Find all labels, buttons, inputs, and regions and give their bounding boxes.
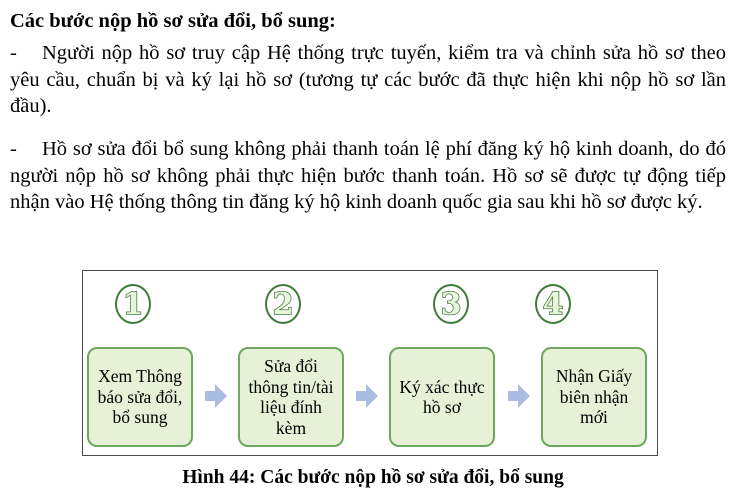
- paragraph-text: Hồ sơ sửa đổi bổ sung không phải thanh toán lệ phí đăng ký hộ kinh doanh, do đó người nộp hồ sơ không phải thực hiện bước thanh toán. Hồ sơ sẽ được tự động tiếp nhận vào Hệ thống thông tin đăng ký hộ kinh doanh quốc gia sau khi hồ sơ được ký.: [10, 138, 726, 213]
- step-label: Nhận Giấy biên nhận mới: [555, 366, 633, 428]
- paragraph-2: [10, 136, 726, 216]
- step-box-1: [87, 347, 193, 447]
- step-label: Ký xác thực hồ sơ: [399, 376, 485, 417]
- step-box-3: [389, 347, 495, 447]
- step-label: Sửa đổi thông tin/tài liệu đính kèm: [248, 356, 334, 438]
- step-box-4: [541, 347, 647, 447]
- arrow-right-icon: [205, 384, 227, 408]
- section-heading: Các bước nộp hồ sơ sửa đổi, bổ sung:: [10, 10, 336, 32]
- paragraph-text: Người nộp hồ sơ truy cập Hệ thống trực tuyến, kiểm tra và chỉnh sửa hồ sơ theo yêu cầu, chuẩn bị và ký lại hồ sơ (tương tự các bước đã thực hiện khi nộp hồ sơ lần đầu).: [10, 42, 726, 117]
- step-box-2: [238, 347, 344, 447]
- paragraph-1: [10, 40, 726, 120]
- step-number-1: 1: [115, 282, 151, 326]
- step-number-4: 4: [535, 282, 571, 326]
- figure-caption: Hình 44: Các bước nộp hồ sơ sửa đổi, bổ sung: [182, 467, 564, 488]
- step-number-3: 3: [433, 282, 469, 326]
- bullet-dash: -: [10, 138, 17, 160]
- bullet-dash: -: [10, 42, 17, 64]
- step-number-2: 2: [265, 282, 301, 326]
- step-label: Xem Thông báo sửa đổi, bổ sung: [97, 366, 183, 428]
- arrow-right-icon: [508, 384, 530, 408]
- arrow-right-icon: [356, 384, 378, 408]
- process-diagram: [82, 270, 658, 456]
